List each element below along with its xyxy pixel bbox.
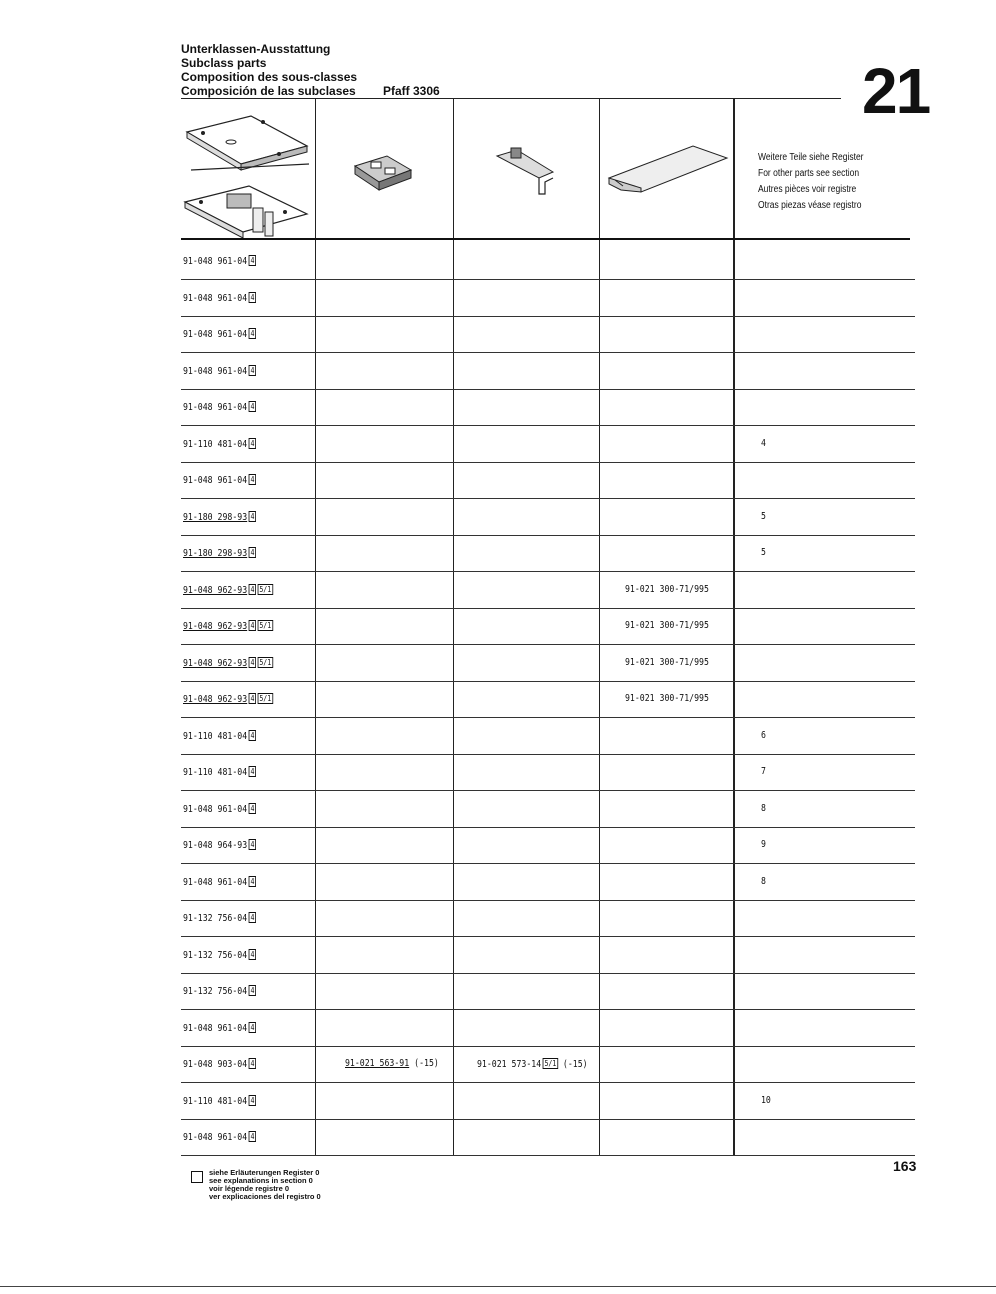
- explanation-ref-box: 4: [250, 913, 255, 922]
- part-number-cell: [183, 365, 256, 377]
- part-number-cell: [183, 949, 256, 961]
- part-number-cell: [183, 693, 273, 705]
- explanation-ref-box: 5/1: [259, 694, 272, 703]
- table-row: [181, 755, 915, 791]
- note-ref-cell: [761, 547, 766, 558]
- explanation-ref-box: 4: [250, 657, 255, 667]
- part-number-cell: [183, 1022, 256, 1034]
- explanation-ref-box: 5/1: [544, 1059, 557, 1068]
- explanation-ref-box: 4: [250, 438, 255, 448]
- part-number-cell-text: 91-048 961-04: [183, 365, 248, 377]
- explanation-ref-box: 4: [250, 548, 255, 557]
- subclass-part-cell: [477, 1058, 588, 1070]
- note-ref-cell-text: 10: [761, 1094, 771, 1106]
- other-parts-note: [758, 150, 864, 214]
- explanation-ref-box: 4: [250, 1095, 255, 1105]
- feed-dog-image: [341, 102, 431, 238]
- legend-line-de: siehe Erläuterungen Register 0: [209, 1168, 320, 1177]
- table-row: [181, 536, 915, 572]
- note-line-de: Weitere Teile siehe Register: [758, 152, 864, 163]
- subclass-part-cell: [625, 657, 709, 668]
- note-ref-cell-text: 4: [761, 437, 766, 449]
- header-line-es: Composición de las subclases: [181, 84, 356, 98]
- table-row: [181, 573, 915, 609]
- explanation-ref-box: 4: [250, 694, 255, 703]
- part-number-cell: [183, 839, 256, 851]
- part-number-cell: [183, 255, 256, 267]
- note-ref-cell: [761, 876, 766, 887]
- subclass-part-cell: [345, 1058, 439, 1069]
- subclass-part-cell: [625, 620, 709, 631]
- subclass-part-cell-text: 91-021 563-91: [345, 1058, 410, 1069]
- part-number-cell: [183, 328, 256, 340]
- note-line-es: Otras piezas véase registro: [758, 200, 862, 211]
- part-number-cell-text: 91-110 481-04: [183, 438, 248, 450]
- part-number-cell: [183, 657, 273, 669]
- explanation-ref-box: 4: [250, 730, 255, 740]
- table-row: [181, 427, 915, 463]
- note-line-fr: Autres pièces voir registre: [758, 184, 857, 195]
- part-number-cell-text: 91-048 903-04: [183, 1059, 248, 1070]
- section-number: 21: [862, 55, 930, 127]
- table-row: [181, 244, 915, 280]
- subclass-part-cell-text: 91-021 300-71/995: [625, 693, 709, 704]
- table-row: [181, 938, 915, 974]
- bracket-image: [481, 102, 571, 238]
- legend: [209, 1169, 321, 1201]
- subclass-part-cell-text: 91-021 300-71/995: [625, 583, 709, 595]
- table-row: [181, 463, 915, 499]
- subclass-part-cell: [625, 693, 709, 704]
- part-number-cell-text: 91-048 961-04: [183, 876, 248, 888]
- table-row: [181, 317, 915, 353]
- page-header: [181, 42, 357, 98]
- part-number-cell-text: 91-048 961-04: [183, 292, 248, 304]
- note-ref-cell: [761, 730, 766, 741]
- throat-plate-assembly-image: [181, 102, 313, 238]
- header-line-en: Subclass parts: [181, 56, 267, 70]
- note-ref-cell: [761, 1095, 771, 1106]
- cover-plate-image: [601, 102, 731, 238]
- explanation-ref-box: 4: [250, 475, 255, 484]
- table-row: [181, 609, 915, 645]
- legend-box-icon: [191, 1171, 203, 1183]
- bottom-rule: [0, 1286, 996, 1287]
- part-number-cell-text: 91-132 756-04: [183, 913, 248, 924]
- part-number-cell-text: 91-048 961-04: [183, 402, 248, 413]
- part-number-cell-text: 91-048 961-04: [183, 803, 248, 815]
- explanation-ref-box: 4: [250, 256, 255, 265]
- header-line-fr: Composition des sous-classes: [181, 70, 358, 84]
- table-row: [181, 901, 915, 937]
- part-number-cell-text: 91-110 481-04: [183, 1095, 248, 1107]
- note-line-en: For other parts see section: [758, 168, 860, 179]
- explanation-ref-box: 4: [250, 840, 255, 849]
- legend-line-fr: voir légende registre 0: [209, 1184, 290, 1193]
- part-number-cell-text: 91-048 961-04: [183, 1022, 248, 1034]
- explanation-ref-box: 5/1: [259, 584, 272, 594]
- table-row: [181, 682, 915, 718]
- table-row: [181, 281, 915, 317]
- part-number-cell: [183, 401, 256, 413]
- header-line-de: Unterklassen-Ausstattung: [181, 42, 331, 56]
- note-ref-cell: [761, 511, 766, 522]
- subclass-part-cell: [625, 584, 709, 595]
- table-row: [181, 865, 915, 901]
- explanation-ref-box: 4: [250, 365, 255, 375]
- note-ref-cell-text: 7: [761, 766, 766, 777]
- note-ref-cell: [761, 438, 766, 449]
- part-number-cell: [183, 730, 256, 742]
- explanation-ref-box: 4: [250, 621, 255, 630]
- part-number-cell: [183, 547, 256, 559]
- part-number-cell-text: 91-048 961-04: [183, 329, 248, 340]
- table-row: [181, 1120, 915, 1156]
- explanation-ref-box: 4: [250, 767, 255, 776]
- part-number-cell-text: 91-110 481-04: [183, 767, 248, 778]
- machine-model: Pfaff 3306: [383, 84, 440, 98]
- explanation-ref-box: 4: [250, 1132, 255, 1141]
- part-number-cell: [183, 511, 256, 523]
- note-ref-cell-text: 9: [761, 839, 766, 850]
- explanation-ref-box: 5/1: [259, 657, 272, 667]
- part-number-cell-text: 91-048 961-04: [183, 475, 248, 486]
- part-number-cell: [183, 912, 256, 924]
- note-ref-cell-text: 5: [761, 510, 766, 522]
- explanation-ref-box: 4: [250, 329, 255, 338]
- note-ref-cell-text: 5: [761, 547, 766, 558]
- part-number-cell-text: 91-132 756-04: [183, 986, 248, 997]
- part-number-cell: [183, 985, 256, 997]
- table-row: [181, 1047, 915, 1083]
- part-number-cell: [183, 766, 256, 778]
- table-row: [181, 719, 915, 755]
- subclass-part-cell-text: 91-021 573-14: [477, 1059, 542, 1070]
- table-row: [181, 1084, 915, 1120]
- note-ref-cell: [761, 766, 766, 777]
- part-number-cell: [183, 292, 256, 304]
- part-number-cell-text: 91-048 964-93: [183, 840, 248, 851]
- part-number-cell: [183, 584, 273, 596]
- part-number-cell-text: 91-180 298-93: [183, 511, 248, 523]
- part-number-cell: [183, 1095, 256, 1107]
- explanation-ref-box: 4: [250, 1022, 255, 1032]
- note-ref-cell-text: 8: [761, 802, 766, 814]
- part-number-cell-text: 91-110 481-04: [183, 730, 248, 742]
- explanation-ref-box: 5/1: [259, 621, 272, 630]
- subclass-part-cell-suffix: (-15): [557, 1059, 588, 1070]
- table-row: [181, 500, 915, 536]
- part-number-cell: [183, 1131, 256, 1143]
- parts-table: [181, 98, 915, 1156]
- legend-line-en: see explanations in section 0: [209, 1176, 313, 1185]
- note-ref-cell-text: 6: [761, 729, 766, 741]
- part-number-cell-text: 91-048 961-04: [183, 1132, 248, 1143]
- explanation-ref-box: 4: [250, 402, 255, 411]
- table-row: [181, 974, 915, 1010]
- page-number: 163: [893, 1158, 917, 1174]
- part-number-cell: [183, 438, 256, 450]
- part-number-cell-text: 91-048 962-93: [183, 657, 248, 669]
- part-number-cell-text: 91-132 756-04: [183, 949, 248, 961]
- part-number-cell-text: 91-048 962-93: [183, 584, 248, 596]
- part-number-cell-text: 91-048 961-04: [183, 256, 248, 267]
- explanation-ref-box: 4: [250, 986, 255, 995]
- subclass-part-cell-text: 91-021 300-71/995: [625, 620, 709, 631]
- explanation-ref-box: 4: [250, 876, 255, 886]
- table-row: [181, 828, 915, 864]
- table-row: [181, 1011, 915, 1047]
- row-rule: [181, 1155, 915, 1156]
- table-row: [181, 390, 915, 426]
- table-row: [181, 792, 915, 828]
- part-number-cell: [183, 803, 256, 815]
- part-number-cell-text: 91-048 962-93: [183, 621, 248, 632]
- legend-line-es: ver explicaciones del registro 0: [209, 1192, 321, 1201]
- table-row: [181, 646, 915, 682]
- explanation-ref-box: 4: [250, 292, 255, 302]
- header-bottom-rule: [181, 238, 910, 240]
- part-number-cell: [183, 620, 273, 632]
- part-number-cell: [183, 876, 256, 888]
- table-row: [181, 354, 915, 390]
- explanation-ref-box: 4: [250, 511, 255, 521]
- part-number-cell: [183, 1058, 256, 1070]
- subclass-part-cell-text: 91-021 300-71/995: [625, 656, 709, 668]
- explanation-ref-box: 4: [250, 1059, 255, 1068]
- part-number-cell-text: 91-180 298-93: [183, 548, 248, 559]
- note-ref-cell-text: 8: [761, 875, 766, 887]
- part-number-cell-text: 91-048 962-93: [183, 694, 248, 705]
- explanation-ref-box: 4: [250, 803, 255, 813]
- explanation-ref-box: 4: [250, 584, 255, 594]
- explanation-ref-box: 4: [250, 949, 255, 959]
- part-number-cell: [183, 474, 256, 486]
- subclass-part-cell-suffix: (-15): [409, 1058, 439, 1069]
- note-ref-cell: [761, 839, 766, 850]
- note-ref-cell: [761, 803, 766, 814]
